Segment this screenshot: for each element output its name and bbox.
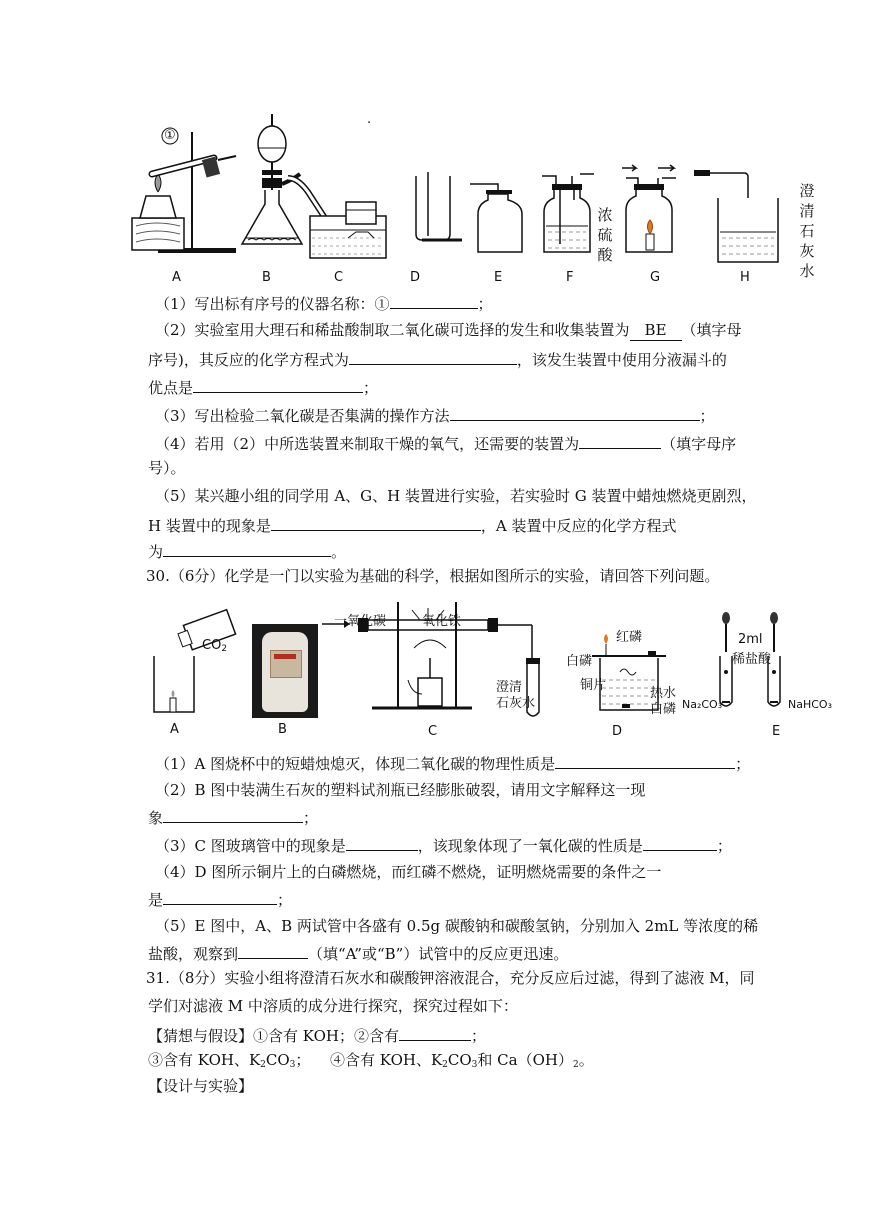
q29-p5-text-2: H 装置中的现象是	[148, 517, 271, 535]
answer-blank[interactable]	[163, 806, 303, 823]
q29-p3-end: ；	[699, 407, 715, 425]
q31-stem-1: 31.（8分）实验小组将澄清石灰水和碳酸钾溶液混合，充分反应后过滤，得到了滤液 M，同	[146, 969, 755, 987]
subscript: 3	[289, 1060, 296, 1070]
q30-p3-text: （3）C 图玻璃管中的现象是	[155, 837, 346, 855]
q30-p2-end: ；	[303, 809, 319, 827]
q30-p4-line1	[155, 862, 661, 882]
answer-blank[interactable]	[346, 834, 418, 851]
q31-hypothesis-3	[148, 1050, 310, 1075]
answer-blank[interactable]	[555, 752, 735, 769]
stray-dot: .	[367, 112, 372, 127]
q30-p5-line1	[155, 916, 758, 936]
h-reagent-char: 灰	[799, 242, 815, 260]
q31-g4-text-3: 和 Ca（OH）	[477, 1051, 573, 1069]
white-phosphorus-2-label: 白磷	[650, 702, 677, 717]
q29-p1-end: ；	[477, 295, 493, 313]
q29-p5-line2	[148, 514, 676, 536]
q31-hypothesis-4	[330, 1050, 594, 1075]
q31-g4-text-2: CO	[447, 1051, 472, 1069]
q30-p4-text-2: 是	[148, 891, 164, 909]
q29-p2-text-3: 序号)，其反应的化学方程式为	[148, 351, 349, 369]
fe2o3-label: 氧化铁	[422, 614, 462, 629]
label-e: E	[494, 270, 503, 285]
apparatus-h-diagram	[692, 168, 782, 268]
apparatus-f-diagram	[538, 170, 598, 260]
co-label: 一氧化碳	[334, 614, 387, 629]
q30-p4-line2	[148, 888, 292, 910]
q31-stem-2: 学们对滤液 M 中溶质的成分进行探究，探究过程如下：	[148, 997, 518, 1015]
f-reagent-char: 酸	[597, 246, 613, 264]
label-a: A	[170, 722, 179, 737]
q29-p5-line3	[148, 540, 346, 562]
answer-blank[interactable]	[193, 376, 363, 393]
q30-p1-text: （1）A 图烧杯中的短蜡烛熄灭，体现二氧化碳的物理性质是	[155, 755, 556, 773]
q31-g4-end: 。	[578, 1051, 594, 1069]
co2-text: CO	[202, 638, 222, 653]
q30-p2-line2	[148, 806, 318, 828]
circle-label-1: ①	[164, 128, 176, 143]
subscript: 3	[471, 1060, 478, 1070]
q29-p1-text: （1）写出标有序号的仪器名称：①	[155, 295, 390, 313]
label-d: D	[410, 270, 421, 285]
apparatus-a-diagram	[128, 122, 238, 262]
label-d: D	[612, 724, 623, 739]
answer-blank[interactable]	[349, 348, 517, 365]
label-h: H	[740, 270, 750, 285]
limewater-label-1: 澄清	[496, 680, 523, 695]
h-reagent-char: 澄	[799, 182, 815, 200]
q31-g4-text: ④含有 KOH、K	[330, 1051, 443, 1069]
q30-p5-text: （5）E 图中，A、B 两试管中各盛有 0.5g 碳酸钠和碳酸氢钠，分别加入 2mL 等浓度的稀	[155, 917, 759, 935]
q29-p4-text-2: （填字母序	[661, 435, 737, 453]
q30-p2-text-2: 象	[148, 809, 164, 827]
apparatus-e-diagram	[468, 178, 528, 258]
apparatus-c-diagram	[288, 168, 388, 268]
q31-g3-text-2: CO	[265, 1051, 290, 1069]
f-reagent-char: 硫	[597, 226, 613, 244]
answer-blank[interactable]	[643, 834, 717, 851]
red-phosphorus-label: 红磷	[616, 630, 643, 645]
label-c: C	[334, 270, 344, 285]
acid-amount-label: 2ml	[738, 632, 763, 647]
q29-p2-text: （2）实验室用大理石和稀盐酸制取二氧化碳可选择的发生和收集装置为	[155, 321, 630, 339]
co2-subscript: 2	[221, 644, 228, 654]
q29-p2-text-5: 优点是	[148, 379, 194, 397]
hot-water-label: 热水	[650, 686, 677, 701]
answer-blank[interactable]	[163, 888, 277, 905]
q29-p2-text-4: ，该发生装置中使用分液漏斗的	[516, 351, 727, 369]
q29-p1	[155, 292, 493, 314]
answer-blank[interactable]	[399, 1024, 471, 1041]
label-f: F	[566, 270, 574, 285]
label-c: C	[428, 724, 438, 739]
burst-bottle-photo	[252, 624, 318, 718]
q31-design-heading: 【设计与实验】	[148, 1077, 254, 1095]
q29-p4-text: （4）若用（2）中所选装置来制取干燥的氧气，还需要的装置为	[155, 435, 580, 453]
co2-label	[202, 638, 227, 654]
subscript: 2	[442, 1060, 448, 1070]
apparatus-g-diagram	[618, 160, 698, 260]
q29-p4	[155, 432, 736, 454]
q29-p4-line2	[148, 458, 186, 478]
q31-guess-text: 【猜想与假设】①含有 KOH；②含有	[148, 1027, 399, 1045]
q29-p5-text: （5）某兴趣小组的同学用 A、G、H 装置进行实验，若实验时 G 装置中蜡烛燃烧更剧烈，	[155, 487, 757, 505]
q29-p5-text-4: 为	[148, 543, 164, 561]
q31-hypothesis-line1	[148, 1024, 486, 1046]
q29-p2-line1	[155, 320, 742, 341]
q30-p5-end: （填“A”或“B”）试管中的反应更迅速。	[308, 945, 569, 963]
q29-p5-text-3: ，A 装置中反应的化学方程式	[480, 517, 677, 535]
label-b: B	[262, 270, 271, 285]
q29-p2-line3	[148, 376, 378, 398]
q30-p2-text: （2）B 图中装满生石灰的塑料试剂瓶已经膨胀破裂，请用文字解释这一现	[155, 781, 646, 799]
subscript: 2	[572, 1060, 579, 1070]
q30-p4-end: ；	[277, 891, 293, 909]
q29-p5-end: 。	[331, 543, 347, 561]
answer-filled-be[interactable]: BE	[630, 320, 682, 341]
q29-p5-line1	[155, 486, 757, 506]
label-b: B	[278, 722, 287, 737]
q31-guess-end: ；	[470, 1027, 486, 1045]
q30-p2-line1	[155, 780, 645, 800]
q31-g3-end: ；	[295, 1051, 311, 1069]
white-phosphorus-label: 白磷	[566, 654, 593, 669]
q29-p3	[155, 404, 715, 426]
answer-blank[interactable]	[238, 942, 308, 959]
apparatus-d-diagram	[408, 172, 468, 252]
q30-p4-text: （4）D 图所示铜片上的白磷燃烧，而红磷不燃烧，证明燃烧需要的条件之一	[155, 863, 662, 881]
answer-blank[interactable]	[271, 514, 481, 531]
answer-blank[interactable]	[579, 432, 661, 449]
experiment-a-diagram	[150, 610, 240, 720]
q31-g3-text: ③含有 KOH、K	[148, 1051, 261, 1069]
h-reagent-char: 水	[799, 262, 815, 280]
h-reagent-char: 石	[799, 222, 815, 240]
subscript: 2	[260, 1060, 266, 1070]
answer-blank[interactable]	[450, 404, 700, 421]
answer-blank[interactable]	[163, 540, 331, 557]
q30-p1	[155, 752, 750, 774]
q30-p5-text-2: 盐酸，观察到	[148, 945, 239, 963]
q30-p3-end: ；	[716, 837, 732, 855]
h-reagent-char: 清	[799, 202, 815, 220]
q29-p2-line2	[148, 348, 727, 370]
q30-p1-end: ；	[735, 755, 751, 773]
limewater-label-2: 石灰水	[496, 696, 536, 711]
answer-blank[interactable]	[390, 292, 478, 309]
f-reagent-char: 浓	[597, 206, 613, 224]
label-g: G	[650, 270, 661, 285]
question-30-stem: 30.（6分）化学是一门以实验为基础的科学，根据如图所示的实验，请回答下列问题。	[146, 567, 720, 585]
q29-p3-text: （3）写出检验二氧化碳是否集满的操作方法	[155, 407, 450, 425]
q30-p3-text-2: ，该现象体现了一氧化碳的性质是	[417, 837, 643, 855]
label-e: E	[772, 724, 781, 739]
dilute-hcl-label: 稀盐酸	[732, 652, 772, 667]
q29-p2-end: ；	[363, 379, 379, 397]
na2co3-label: Na₂CO₃	[682, 698, 723, 711]
q29-p2-text-2: （填字母	[681, 321, 742, 339]
q29-p4-end: 号）。	[148, 459, 186, 477]
q30-p5-line2	[148, 942, 568, 964]
copper-sheet-label: 铜片	[580, 678, 607, 693]
q30-p3	[155, 834, 732, 856]
nahco3-label: NaHCO₃	[788, 698, 832, 711]
label-a: A	[172, 270, 181, 285]
